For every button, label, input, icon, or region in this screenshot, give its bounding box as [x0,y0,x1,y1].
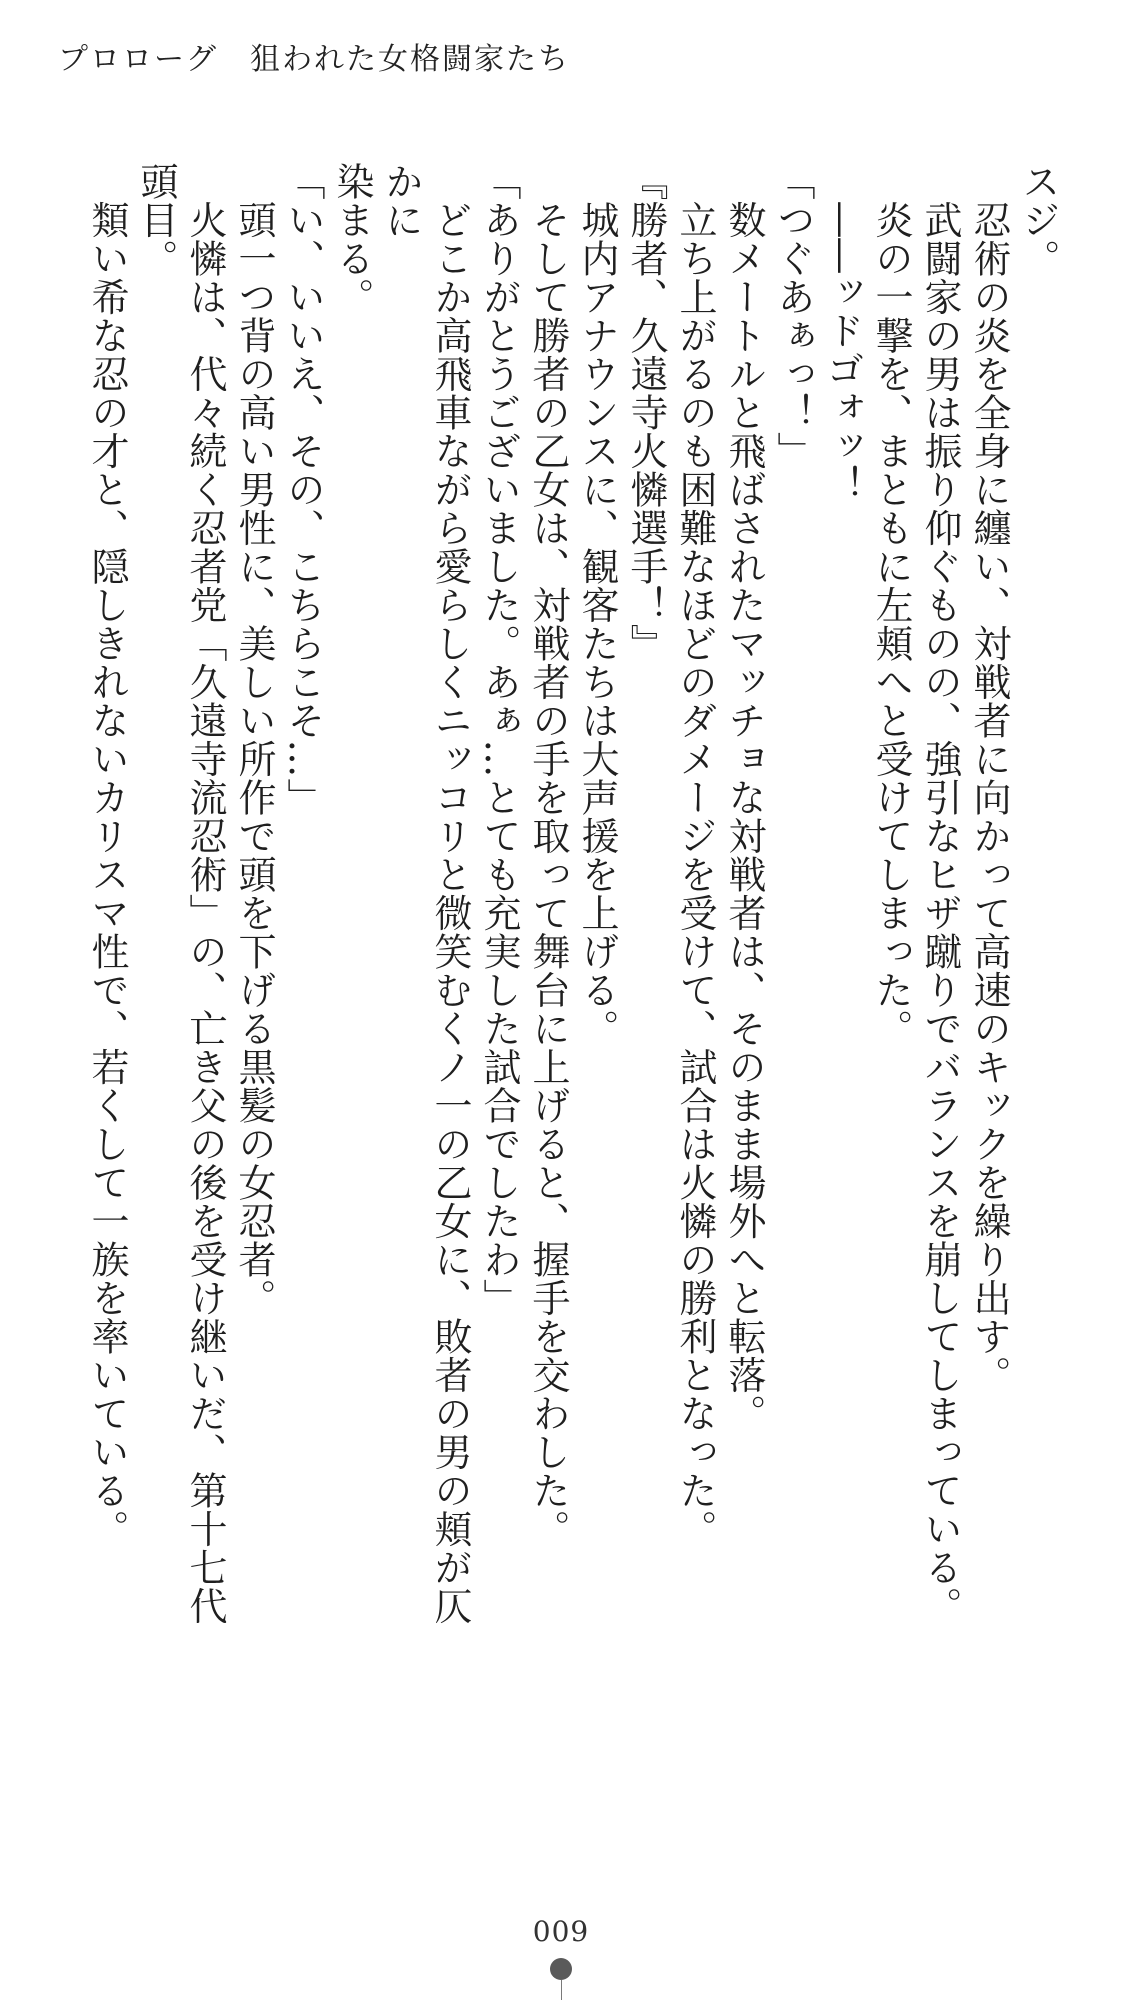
text-line: 立ち上がるのも困難なほどのダメージを受けて、試合は火憐の勝利となった。 [673,162,717,1548]
text-line: 類い希な忍の才と、隠しきれないカリスマ性で、若くして一族を率いている。 [85,162,129,1548]
page-ornament-dot [550,1958,572,1980]
text-line: そして勝者の乙女は、対戦者の手を取って舞台に上げると、握手を交わした。 [526,162,570,1548]
text-line: 忍術の炎を全身に纏い、対戦者に向かって高速のキックを繰り出す。 [967,162,1011,1394]
page-ornament-stem [561,1980,562,2000]
text-line: 炎の一撃を、まともに左頬へと受けてしまった。 [869,162,913,1048]
sound-effect-line [817,162,866,1642]
sfx-text: ッドゴォッ！ [820,272,864,504]
text-line: 『勝者、久遠寺火憐選手！』 [624,162,668,663]
text-line: 「い、いいえ、その、こちらこそ…」 [281,162,325,817]
text-line: 城内アナウンスに、観客たちは大声援を上げる。 [575,162,619,1048]
text-line: どこか高飛車ながら愛らしくニッコリと微笑むくノ一の乙女に、敗者の男の頬が仄かに [379,162,472,1625]
page-number: 009 [532,1915,590,1948]
page-header: プロローグ 狙われた女格闘家たち [58,42,570,77]
body-text [42,162,1062,1642]
text-line: スジ。 [1016,162,1060,278]
text-line: 染まる。 [330,162,374,316]
sfx-dash: —— [820,200,864,273]
text-line: 武闘家の男は振り仰ぐものの、強引なヒザ蹴りでバランスを崩してしまっている。 [918,162,962,1625]
text-line: 「つぐあぁっ！」 [771,162,815,470]
text-line: 数メートルと飛ばされたマッチョな対戦者は、そのまま場外へと転落。 [722,162,766,1433]
text-line: 火憐は、代々続く忍者党「久遠寺流忍術」の、亡き父の後を受け継いだ、第十七代頭目。 [134,162,227,1625]
text-line: 「ありがとうございました。あぁ…とても充実した試合でしたわ」 [477,162,521,1317]
text-line: 頭一つ背の高い男性に、美しい所作で頭を下げる黒髪の女忍者。 [232,162,276,1317]
